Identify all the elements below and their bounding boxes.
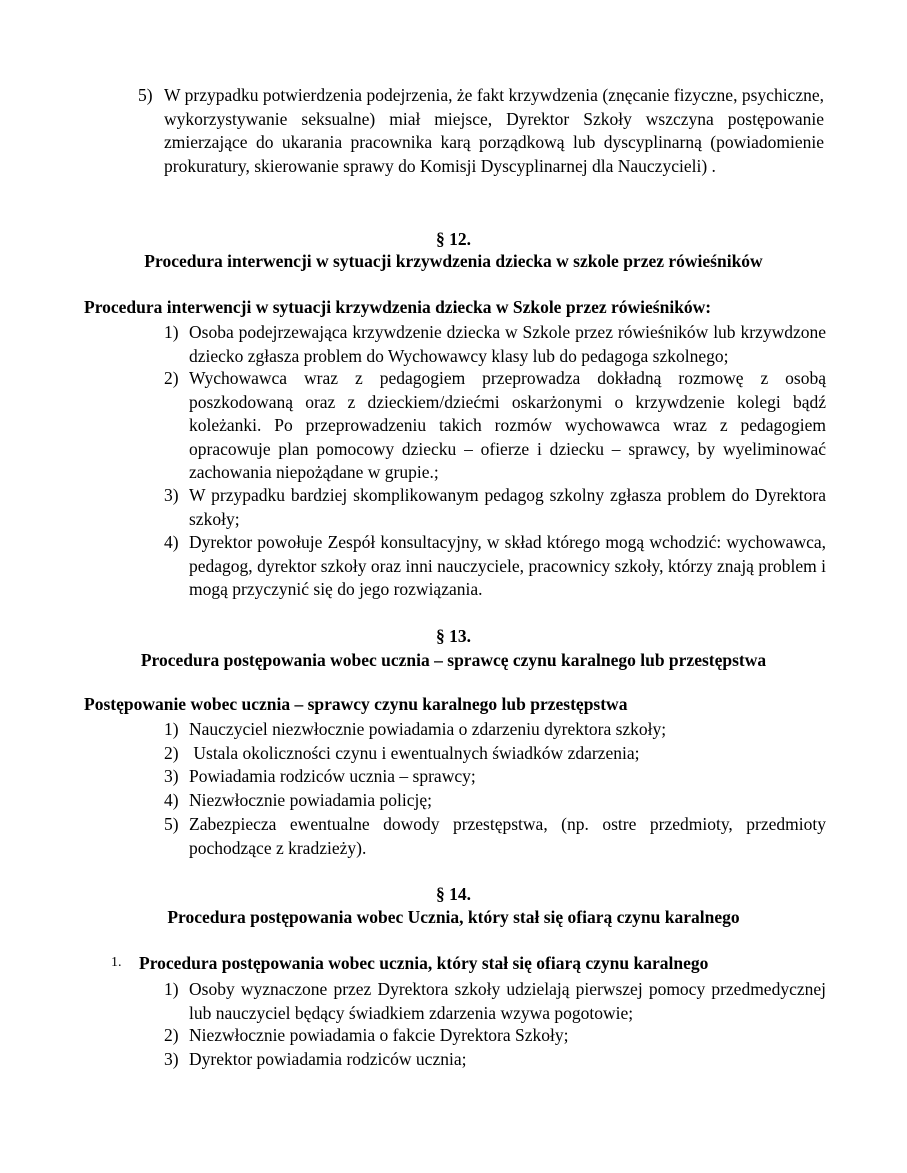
section-heading: Procedura postępowania wobec ucznia, który stał się ofiarą czynu karalnego	[139, 953, 709, 973]
section-heading: Postępowanie wobec ucznia – sprawcy czynu karalnego lub przestępstwa	[84, 694, 628, 714]
list-item-text: Niezwłocznie powiadamia o fakcie Dyrektora Szkoły;	[189, 1025, 569, 1045]
list-item-text: Nauczyciel niezwłocznie powiadamia o zdarzeniu dyrektora szkoły;	[189, 719, 667, 739]
list-item-number: 5)	[164, 814, 179, 834]
section-heading: Procedura interwencji w sytuacji krzywdzenia dziecka w Szkole przez rówieśników:	[84, 297, 712, 317]
section-number: § 12.	[436, 229, 471, 249]
list-item-number: 1)	[164, 322, 179, 342]
section-number: § 14.	[436, 884, 471, 904]
list-item-number: 2)	[164, 743, 179, 763]
list-item	[164, 484, 826, 532]
list-item-number: 4)	[164, 532, 179, 552]
list-item-number: 3)	[164, 1049, 179, 1069]
list-item-text: Osoby wyznaczone przez Dyrektora szkoły udzielają pierwszej pomocy przedmedycznej lub nauczyciel będący świadkiem zdarzenia wzywa pogotowie;	[189, 979, 826, 1023]
list-item	[164, 978, 826, 1026]
list-item-text: Dyrektor powiadamia rodziców ucznia;	[189, 1049, 467, 1069]
section-title: Procedura interwencji w sytuacji krzywdzenia dziecka w szkole przez rówieśników	[144, 251, 763, 271]
section-title: Procedura postępowania wobec Ucznia, który stał się ofiarą czynu karalnego	[167, 907, 740, 927]
section-heading-number: 1.	[111, 955, 122, 970]
list-item	[164, 1048, 826, 1072]
section-title: Procedura postępowania wobec ucznia – sprawcę czynu karalnego lub przestępstwa	[140, 650, 767, 670]
list-item	[164, 1024, 826, 1048]
list-item-text: Powiadamia rodziców ucznia – sprawcy;	[189, 766, 476, 786]
section-number: § 13.	[436, 626, 471, 646]
list-item	[164, 531, 826, 603]
list-item	[164, 742, 826, 766]
list-item-text: Zabezpiecza ewentualne dowody przestępstwa, (np. ostre przedmioty, przedmioty pochodzące z kradzieży).	[189, 814, 826, 858]
list-item	[164, 789, 826, 813]
list-item	[164, 765, 826, 789]
list-item-number: 1)	[164, 719, 179, 739]
list-item-number: 2)	[164, 368, 179, 388]
list-item-number: 5)	[138, 85, 153, 105]
list-item-text: Wychowawca wraz z pedagogiem przeprowadza dokładną rozmowę z osobą poszkodowaną oraz z dzieckiem/dziećmi oskarżonymi o krzywdzenie kolegi bądź koleżanki. Po przeprowadzeniu takich rozmów wychowawca wraz z pedagogiem opracowuje plan pomocowy dziecku – ofierze i dziecku – sprawcy, by wyeliminować zachowania niepożądane w grupie.;	[189, 368, 826, 483]
list-item-text: W przypadku potwierdzenia podejrzenia, że fakt krzywdzenia (znęcanie fizyczne, psychiczne, wykorzystywanie seksualne) miał miejsce, Dyrektor Szkoły wszczyna postępowanie zmierzające do ukarania pracownika karą porządkową lub dyscyplinarną (powiadomienie prokuratury, skierowanie sprawy do Komisji Dyscyplinarnej dla Nauczycieli) .	[164, 85, 824, 176]
list-item-number: 2)	[164, 1025, 179, 1045]
list-item-text: Ustala okoliczności czynu i ewentualnych świadków zdarzenia;	[189, 743, 640, 763]
list-item-number: 3)	[164, 766, 179, 786]
list-item-number: 3)	[164, 485, 179, 505]
list-item	[164, 321, 826, 369]
list-item	[164, 813, 826, 861]
list-item-text: Osoba podejrzewająca krzywdzenie dziecka w Szkole przez rówieśników lub krzywdzone dziecko zgłasza problem do Wychowawcy klasy lub do pedagoga szkolnego;	[189, 322, 826, 366]
list-item-text: Niezwłocznie powiadamia policję;	[189, 790, 432, 810]
list-item	[164, 718, 826, 742]
list-item-text: W przypadku bardziej skomplikowanym pedagog szkolny zgłasza problem do Dyrektora szkoły;	[189, 485, 826, 529]
list-item-number: 1)	[164, 979, 179, 999]
list-item-number: 4)	[164, 790, 179, 810]
list-item-text: Dyrektor powołuje Zespół konsultacyjny, w skład którego mogą wchodzić: wychowawca, pedagog, dyrektor szkoły oraz inni nauczyciele, pracownicy szkoły, którzy znają problem i mogą przyczynić się do jego rozwiązania.	[189, 532, 826, 600]
list-item	[164, 367, 826, 487]
list-item	[138, 84, 826, 204]
